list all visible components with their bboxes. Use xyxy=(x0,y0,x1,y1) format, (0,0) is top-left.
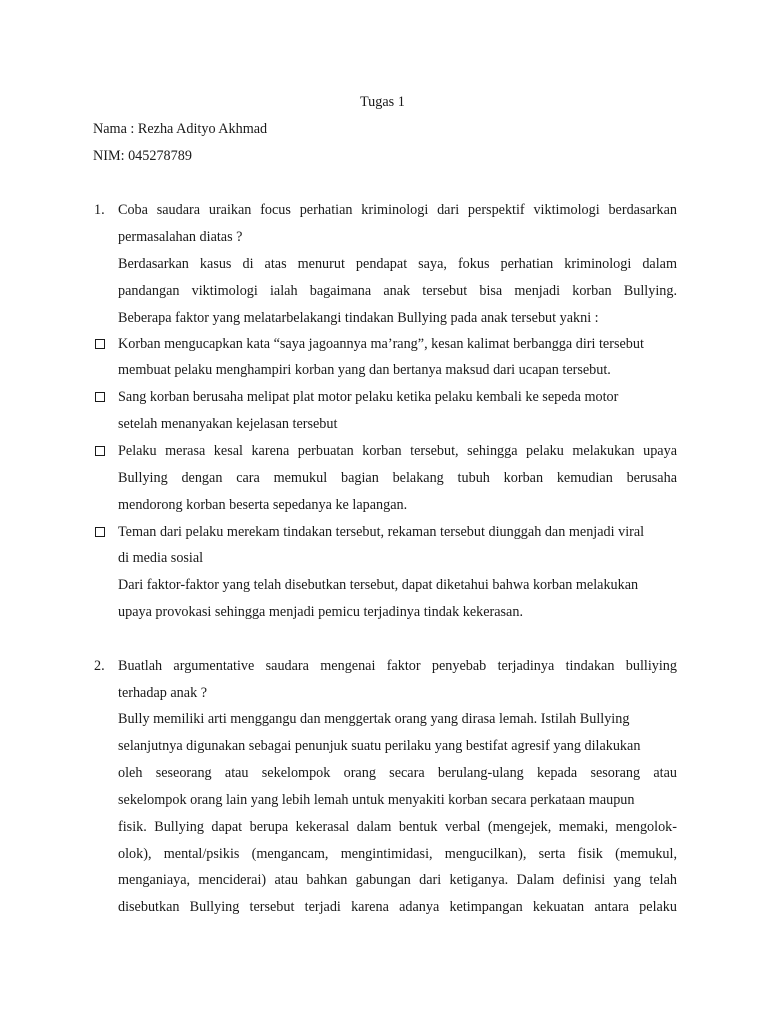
answer-text-line: sekelompok orang lain yang lebih lemah untuk menyakiti korban secara perkataan maupun xyxy=(118,792,635,808)
answer-text-line: oleh seseorang atau sekelompok orang secara berulang-ulang kepada sesorang atau xyxy=(118,765,677,781)
answer-text-line: Berdasarkan kasus di atas menurut pendapat saya, fokus perhatian kriminologi dalam xyxy=(118,256,677,272)
answer-text-line: disebutkan Bullying tersebut terjadi karena adanya ketimpangan kekuatan antara pelaku xyxy=(118,899,677,915)
answer-text-line: menganiaya, menciderai) atau bahkan gabungan dari ketiganya. Dalam definisi yang telah xyxy=(118,872,677,888)
conclusion-text-line: upaya provokasi sehingga menjadi pemicu terjadinya tindak kekerasan. xyxy=(118,604,523,620)
question-text-line: Buatlah argumentative saudara mengenai faktor penyebab terjadinya tindakan bulliying xyxy=(118,658,677,674)
bullet-text-line: membuat pelaku menghampiri korban yang dan bertanya maksud dari ucapan tersebut. xyxy=(118,362,611,378)
conclusion-text-line: Dari faktor-faktor yang telah disebutkan tersebut, dapat diketahui bahwa korban melakukan xyxy=(118,577,639,593)
answer-text-line: olok), mental/psikis (mengancam, mengintimidasi, mengucilkan), serta fisik (memukul, xyxy=(118,846,677,862)
question-text-line: Coba saudara uraikan focus perhatian kriminologi dari perspektif viktimologi berdasarkan xyxy=(118,202,677,218)
bullet-text-line: Korban mengucapkan kata “saya jagoannya ma’rang”, kesan kalimat berbangga diri tersebut xyxy=(118,336,644,352)
question-text-line: permasalahan diatas ? xyxy=(118,229,243,245)
bullet-text-line: Pelaku merasa kesal karena perbuatan korban tersebut, sehingga pelaku melakukan upaya xyxy=(118,443,677,459)
checkbox-bullet-icon xyxy=(95,446,105,456)
question-number: 2. xyxy=(94,658,105,674)
bullet-text-line: di media sosial xyxy=(118,550,204,566)
answer-text-line: selanjutnya digunakan sebagai penunjuk suatu perilaku yang bestifat agresif yang dilakukan xyxy=(118,738,641,754)
document-title: Tugas 1 xyxy=(360,94,405,110)
answer-text-line: Bully memiliki arti menggangu dan menggertak orang yang dirasa lemah. Istilah Bullying xyxy=(118,711,630,727)
bullet-text-line: Sang korban berusaha melipat plat motor pelaku ketika pelaku kembali ke sepeda motor xyxy=(118,389,619,405)
bullet-text-line: Bullying dengan cara memukul bagian belakang tubuh korban kemudian berusaha xyxy=(118,470,677,486)
student-name: Nama : Rezha Adityo Akhmad xyxy=(93,121,268,137)
question-text-line: terhadap anak ? xyxy=(118,685,208,701)
bullet-text-line: Teman dari pelaku merekam tindakan tersebut, rekaman tersebut diunggah dan menjadi viral xyxy=(118,524,645,540)
checkbox-bullet-icon xyxy=(95,527,105,537)
question-number: 1. xyxy=(94,202,105,218)
answer-text-line: fisik. Bullying dapat berupa kekerasal dalam bentuk verbal (mengejek, memaki, mengolok- xyxy=(118,819,677,835)
answer-text-line: Beberapa faktor yang melatarbelakangi tindakan Bullying pada anak tersebut yakni : xyxy=(118,310,599,326)
student-nim: NIM: 045278789 xyxy=(93,148,192,164)
checkbox-bullet-icon xyxy=(95,339,105,349)
bullet-text-line: setelah menanyakan kejelasan tersebut xyxy=(118,416,338,432)
answer-text-line: pandangan viktimologi ialah bagaimana anak tersebut bisa menjadi korban Bullying. xyxy=(118,283,677,299)
checkbox-bullet-icon xyxy=(95,392,105,402)
bullet-text-line: mendorong korban beserta sepedanya ke lapangan. xyxy=(118,497,408,513)
